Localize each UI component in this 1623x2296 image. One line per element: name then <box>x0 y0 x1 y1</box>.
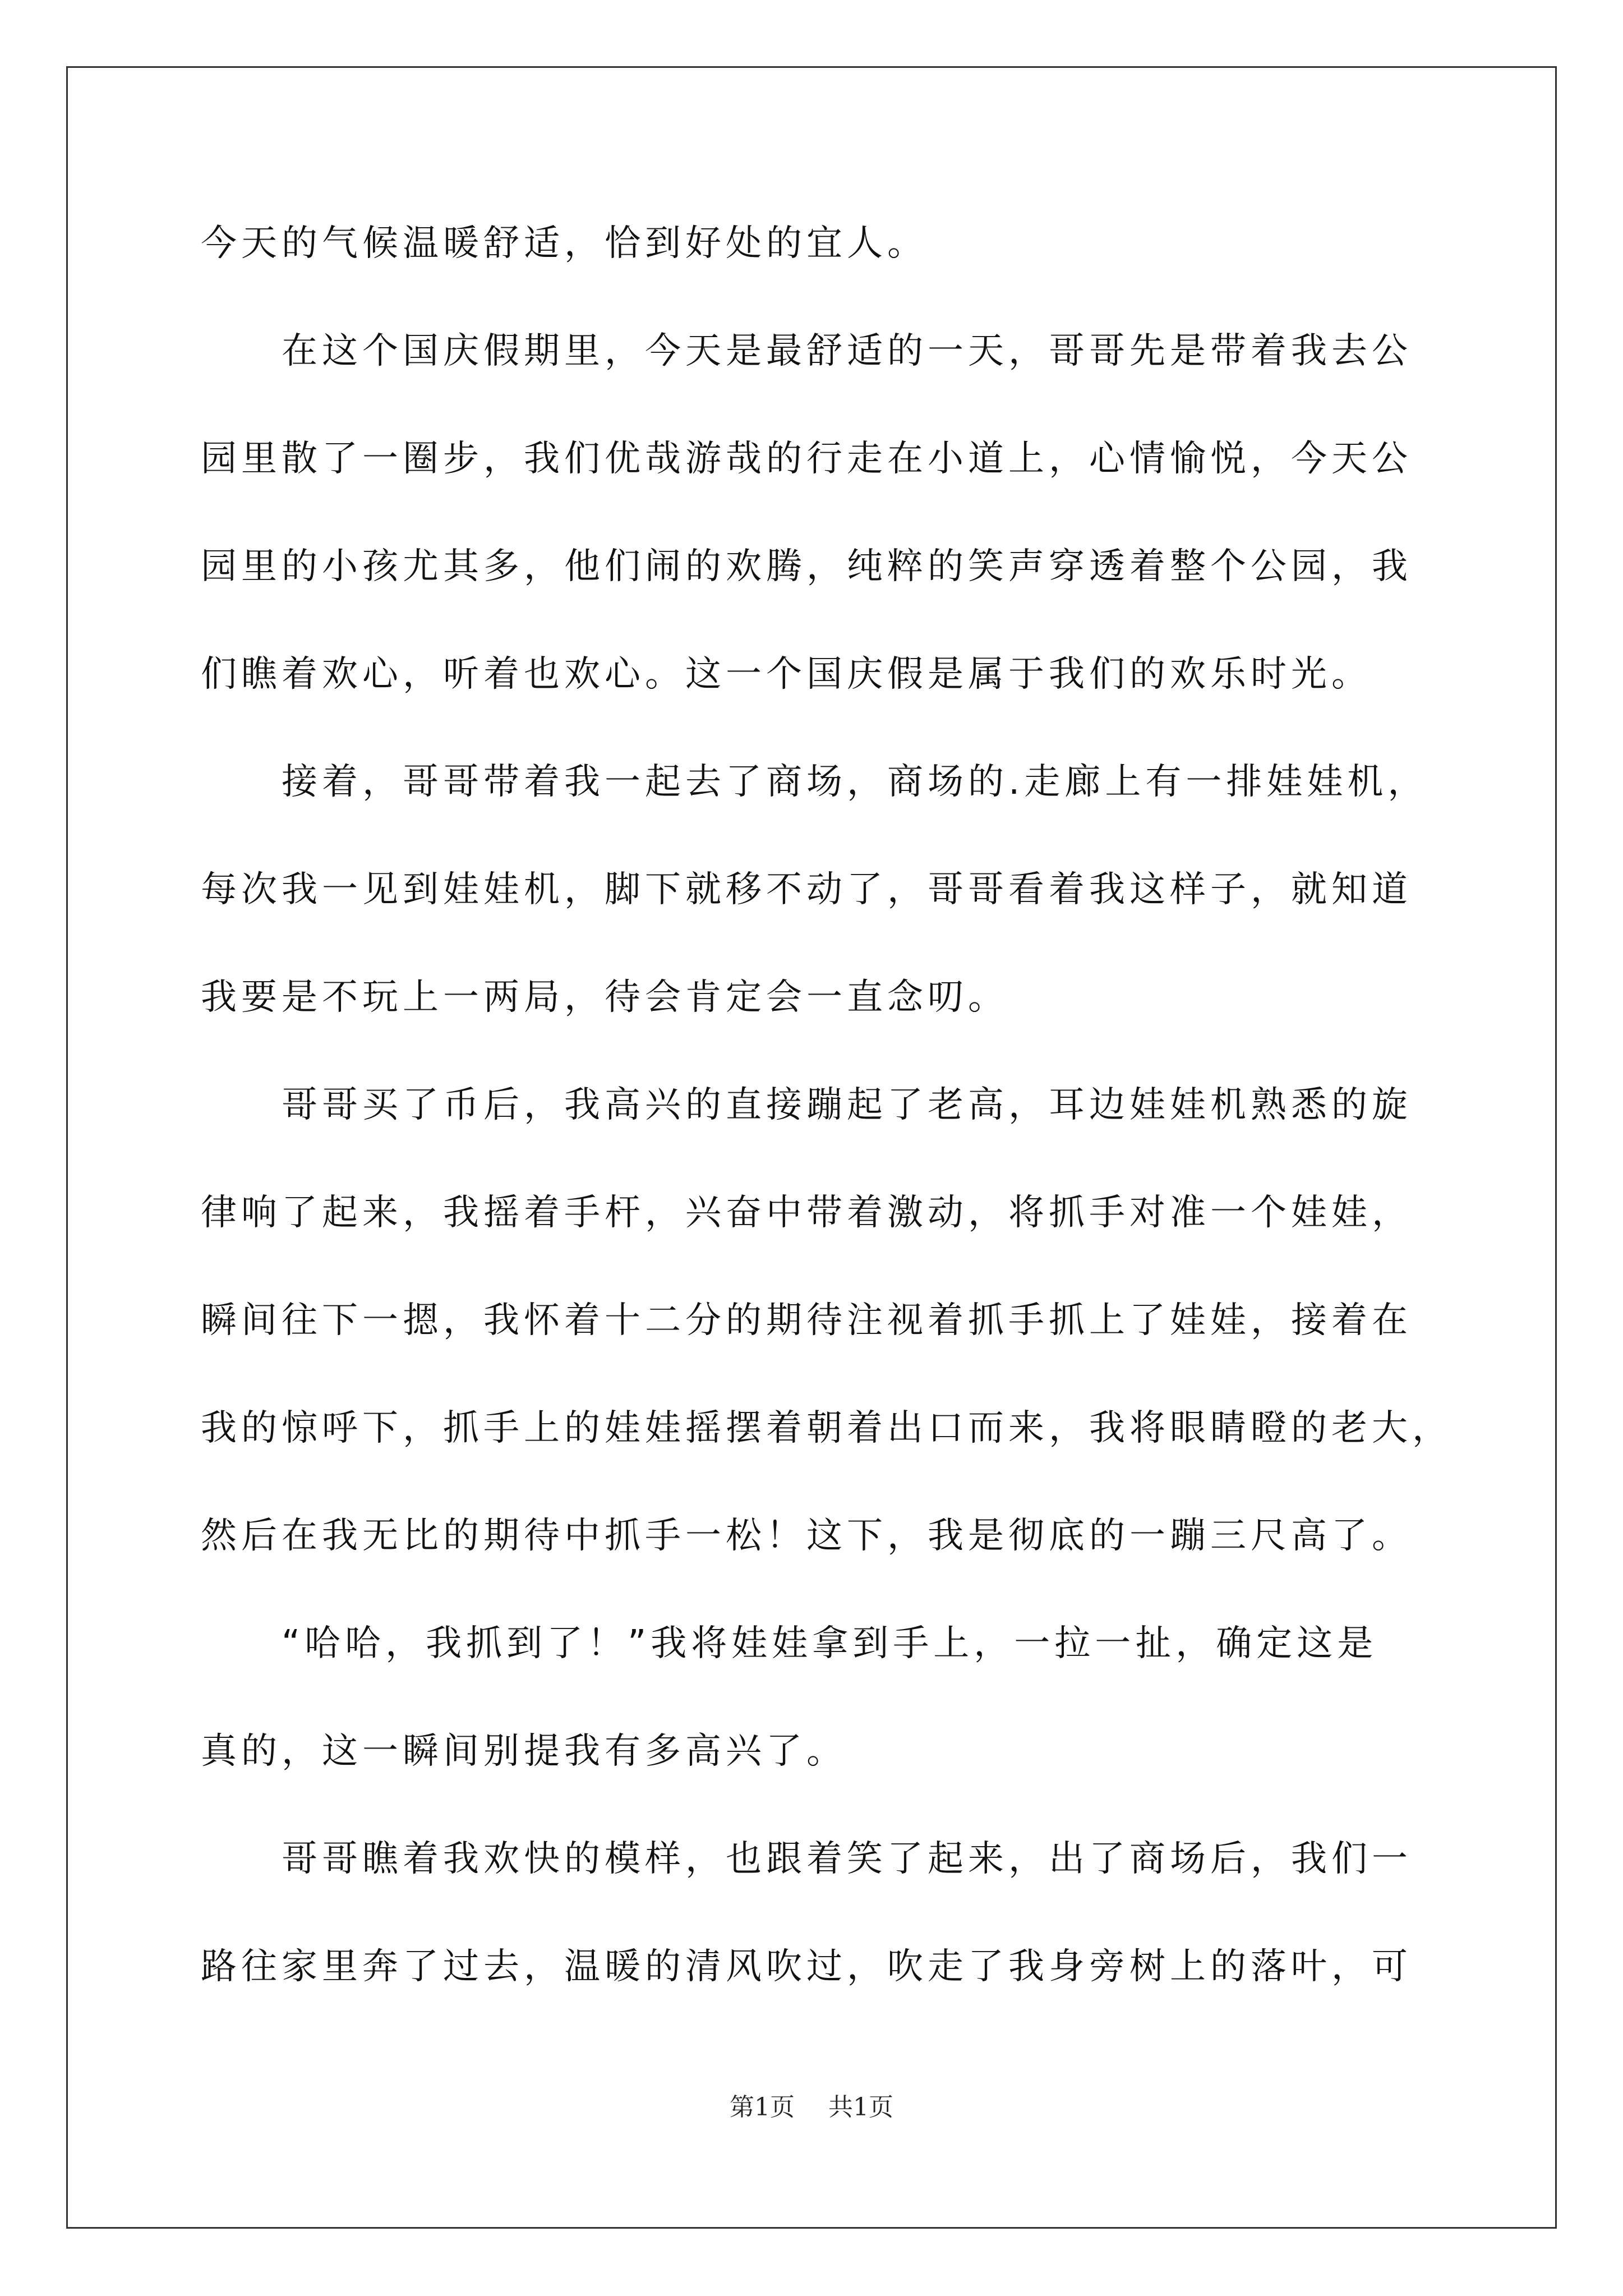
text-line: 哥哥瞧着我欢快的模样，也跟着笑了起来，出了商场后，我们一 <box>201 1838 1412 1880</box>
document-body <box>201 190 1453 2021</box>
page-footer <box>0 2087 1623 2123</box>
text-line: 园里的小孩尤其多，他们闹的欢腾，纯粹的笑声穿透着整个公园，我 <box>201 546 1412 587</box>
text-line: 哥哥买了币后，我高兴的直接蹦起了老高，耳边娃娃机熟悉的旋 <box>201 1084 1412 1126</box>
text-line: 每次我一见到娃娃机，脚下就移不动了，哥哥看着我这样子，就知道 <box>201 869 1412 910</box>
text-line: 在这个国庆假期里，今天是最舒适的一天，哥哥先是带着我去公 <box>201 330 1412 372</box>
text-line: 接着，哥哥带着我一起去了商场，商场的.走廊上有一排娃娃机， <box>201 761 1428 803</box>
page-number-current: 第1页 <box>730 2093 795 2122</box>
text-line: 路往家里奔了过去，温暖的清风吹过，吹走了我身旁树上的落叶，可 <box>201 1946 1412 1987</box>
text-line: 们瞧着欢心，听着也欢心。这一个国庆假是属于我们的欢乐时光。 <box>201 654 1372 695</box>
text-line: 我要是不玩上一两局，待会肯定会一直念叨。 <box>201 977 1008 1018</box>
text-line: 律响了起来，我摇着手杆，兴奋中带着激动，将抓手对准一个娃娃， <box>201 1192 1412 1234</box>
text-line: 然后在我无比的期待中抓手一松！这下，我是彻底的一蹦三尺高了。 <box>201 1515 1412 1557</box>
text-line: 今天的气候温暖舒适，恰到好处的宜人。 <box>201 223 928 264</box>
text-line: “哈哈，我抓到了！”我将娃娃拿到手上，一拉一扯，确定这是 <box>201 1623 1378 1664</box>
page-number-total: 共1页 <box>828 2093 893 2122</box>
text-line: 瞬间往下一摁，我怀着十二分的期待注视着抓手抓上了娃娃，接着在 <box>201 1300 1412 1341</box>
text-line: 园里散了一圈步，我们优哉游哉的行走在小道上，心情愉悦，今天公 <box>201 438 1412 480</box>
text-line: 我的惊呼下，抓手上的娃娃摇摆着朝着出口而来，我将眼睛瞪的老大， <box>201 1407 1453 1449</box>
text-line: 真的，这一瞬间别提我有多高兴了。 <box>201 1731 847 1772</box>
